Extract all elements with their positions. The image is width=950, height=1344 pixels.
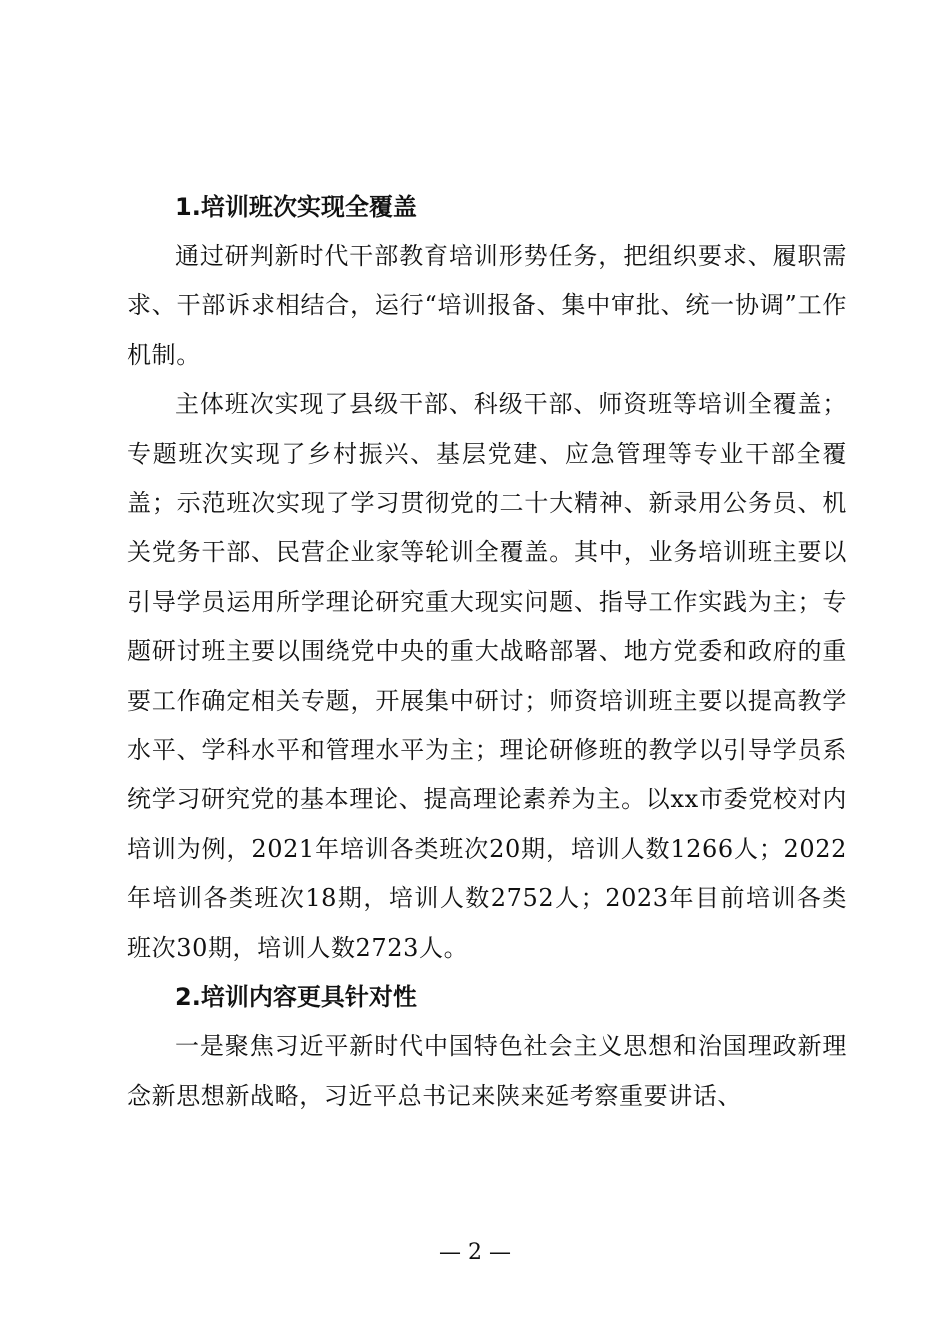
paragraph-2: 主体班次实现了县级干部、科级干部、师资班等培训全覆盖；专题班次实现了乡村振兴、基层党建、应急管理等专业干部全覆盖；示范班次实现了学习贯彻党的二十大精神、新录用公务员、机关党务干部、民营企业家等轮训全覆盖。其中，业务培训班主要以引导学员运用所学理论研究重大现实问题、指导工作实践为主；专题研讨班主要以围绕党中央的重大战略部署、地方党委和政府的重要工作确定相关专题，开展集中研讨；师资培训班主要以提高教学水平、学科水平和管理水平为主；理论研修班的教学以引导学员系统学习研究党的基本理论、提高理论素养为主。以xx市委党校对内培训为例，2021年培训各类班次20期，培训人数1266人；2022年培训各类班次18期，培训人数2752人；2023年目前培训各类班次30期，培训人数2723人。 xyxy=(127,390,847,962)
paragraph-3: 一是聚焦习近平新时代中国特色社会主义思想和治国理政新理念新思想新战略，习近平总书记来陕来延考察重要讲话、 xyxy=(127,1032,847,1110)
page-number: — 2 — xyxy=(439,1240,511,1265)
section-heading-2: 2.培训内容更具针对性 xyxy=(175,983,417,1012)
section-heading-1: 1.培训班次实现全覆盖 xyxy=(175,193,417,221)
paragraph-1: 通过研判新时代干部教育培训形势任务，把组织要求、履职需求、干部诉求相结合，运行“培训报备、集中审批、统一协调”工作机制。 xyxy=(127,242,847,369)
document-body xyxy=(127,183,847,1121)
